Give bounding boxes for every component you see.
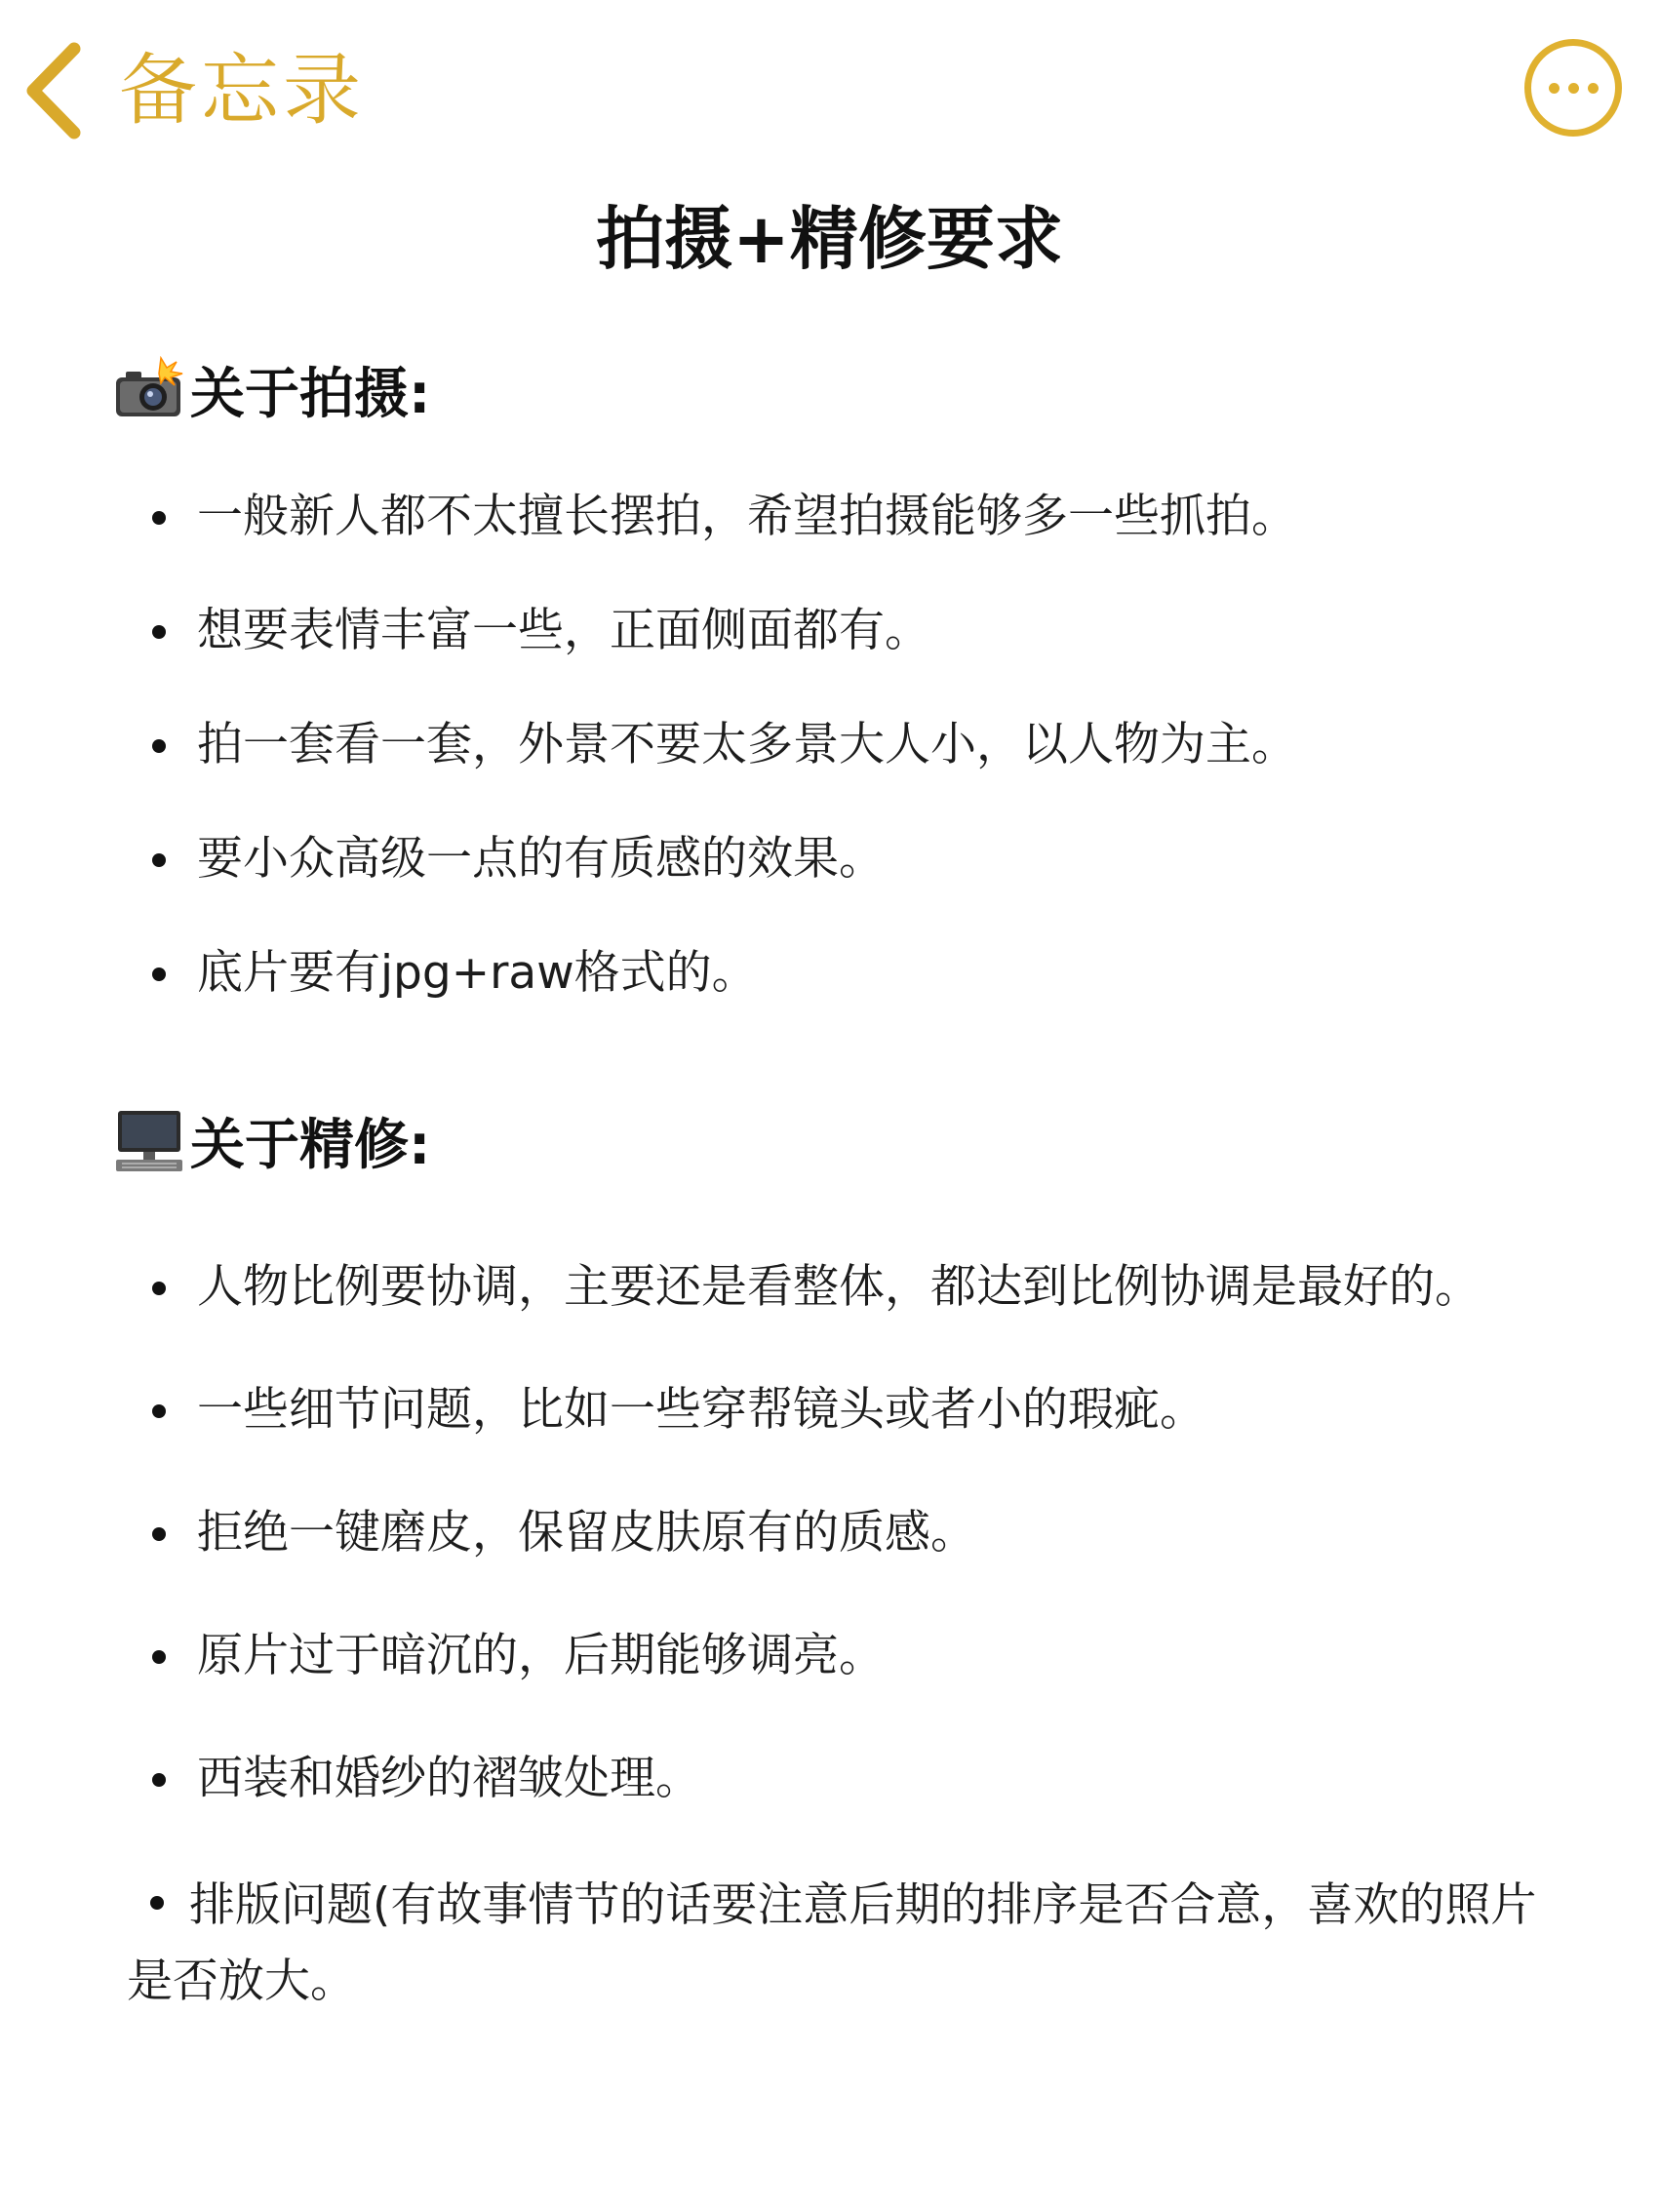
shooting-list	[146, 488, 1600, 1058]
back-label: 备忘录	[119, 45, 365, 136]
list-item	[127, 1868, 1551, 2020]
section-heading-retouching	[112, 1097, 430, 1185]
more-options-button[interactable]	[1524, 39, 1622, 137]
list-item: 想要表情丰富一些，正面侧面都有。	[146, 602, 1600, 660]
chevron-left-icon	[20, 37, 88, 144]
list-item: 拒绝一键磨皮，保留皮肤原有的质感。	[146, 1504, 1600, 1562]
ellipsis-circle-icon	[1549, 83, 1599, 94]
list-item: 一般新人都不太擅长摆拍，希望拍摄能够多一些抓拍。	[146, 488, 1600, 546]
list-item: 要小众高级一点的有质感的效果。	[146, 830, 1600, 889]
list-item: 原片过于暗沉的，后期能够调亮。	[146, 1627, 1600, 1685]
camera-flash-icon	[112, 356, 186, 424]
bullet-dot	[150, 1896, 164, 1910]
back-button[interactable]	[20, 37, 365, 144]
list-item: 拍一套看一套，外景不要太多景大人小，以人物为主。	[146, 716, 1600, 774]
list-item: 西装和婚纱的褶皱处理。	[146, 1750, 1600, 1808]
list-item: 一些细节问题，比如一些穿帮镜头或者小的瑕疵。	[146, 1381, 1600, 1440]
section-heading-label: 关于拍摄:	[190, 363, 431, 426]
list-item: 底片要有jpg+raw格式的。	[146, 944, 1600, 1003]
list-item-text: 排版问题(有故事情节的话要注意后期的排序是否合意，喜欢的照片是否放大。	[127, 1878, 1537, 2008]
note-title: 拍摄+精修要求	[596, 199, 1063, 279]
section-heading-label: 关于精修:	[190, 1114, 431, 1177]
navigation-bar	[0, 0, 1659, 176]
retouching-list	[146, 1258, 1600, 1873]
section-heading-shooting	[112, 346, 430, 434]
desktop-computer-icon	[112, 1107, 186, 1175]
list-item: 人物比例要协调，主要还是看整体，都达到比例协调是最好的。	[146, 1258, 1600, 1317]
